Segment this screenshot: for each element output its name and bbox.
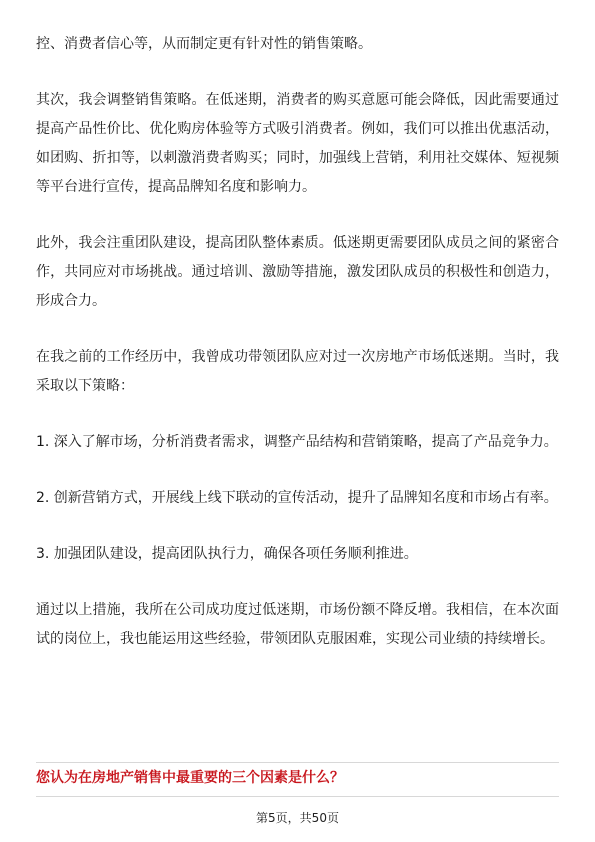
paragraph-team-building: 此外，我会注重团队建设，提高团队整体素质。低迷期更需要团队成员之间的紧密合作，共同应对市场挑战。通过培训、激励等措施，激发团队成员的积极性和创造力，形成合力。 bbox=[36, 235, 559, 309]
list-item-1: 1. 深入了解市场，分析消费者需求，调整产品结构和营销策略，提高了产品竞争力。 bbox=[36, 434, 558, 450]
divider-bottom bbox=[36, 796, 559, 797]
document-body bbox=[36, 30, 559, 654]
paragraph-conclusion: 通过以上措施，我所在公司成功度过低迷期，市场份额不降反增。我相信，在本次面试的岗位上，我也能运用这些经验，带领团队克服困难，实现公司业绩的持续增长。 bbox=[36, 602, 559, 647]
page-number: 第5页，共50页 bbox=[256, 811, 339, 825]
list-item-3: 3. 加强团队建设，提高团队执行力，确保各项任务顺利推进。 bbox=[36, 546, 418, 562]
divider-top bbox=[36, 762, 559, 763]
paragraph-past-experience: 在我之前的工作经历中，我曾成功带领团队应对过一次房地产市场低迷期。当时，我采取以下策略： bbox=[36, 349, 559, 394]
paragraph-continuation: 控、消费者信心等，从而制定更有针对性的销售策略。 bbox=[36, 36, 372, 52]
list-item-2: 2. 创新营销方式，开展线上线下联动的宣传活动，提升了品牌知名度和市场占有率。 bbox=[36, 490, 558, 506]
paragraph-sales-strategy: 其次，我会调整销售策略。在低迷期，消费者的购买意愿可能会降低，因此需要通过提高产品性价比、优化购房体验等方式吸引消费者。例如，我们可以推出优惠活动，如团购、折扣等，以刺激消费者购买；同时，加强线上营销，利用社交媒体、短视频等平台进行宣传，提高品牌知名度和影响力。 bbox=[36, 92, 559, 195]
interview-question: 您认为在房地产销售中最重要的三个因素是什么？ bbox=[36, 770, 344, 786]
